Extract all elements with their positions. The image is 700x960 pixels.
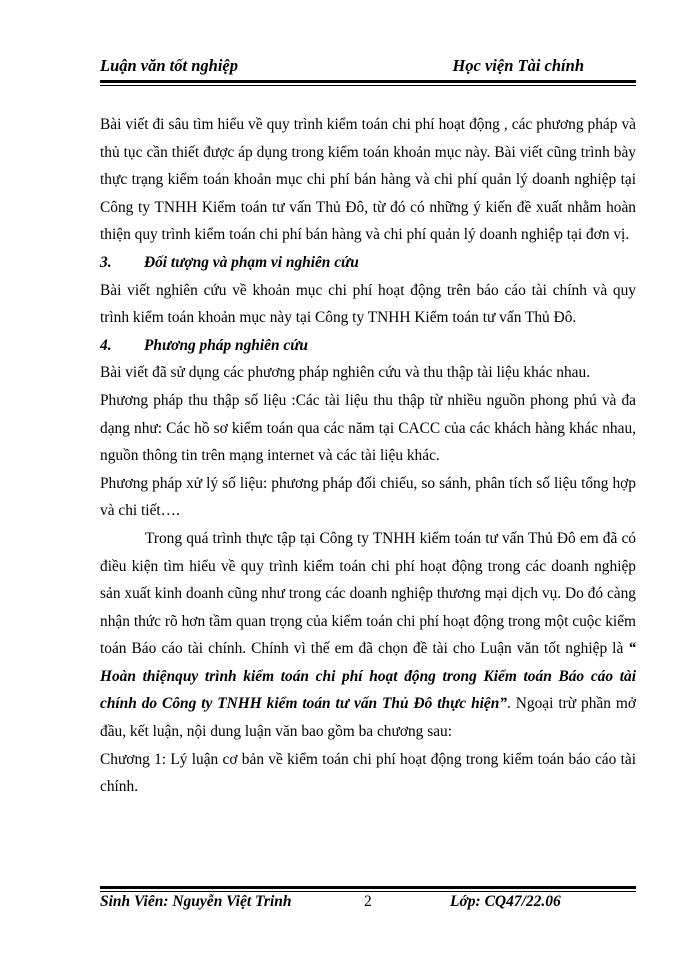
paragraph-methods: Bài viết đã sử dụng các phương pháp nghiên cứu và thu thập tài liệu khác nhau. (100, 364, 591, 382)
footer-student-name: Sinh Viên: Nguyễn Việt Trinh (100, 893, 292, 910)
footer-rule (100, 886, 636, 889)
paragraph-scope: Bài viết nghiên cứu về khoản mục chi phí hoạt động trên báo cáo tài chính và quy trình kiểm toán khoản mục này tại Công ty TNHH Kiểm toán tư vấn Thủ Đô. (100, 281, 636, 327)
section-title: Phương pháp nghiên cứu (144, 336, 308, 354)
section-number: 3. (100, 253, 112, 271)
document-body (100, 111, 636, 801)
section-heading-3 (100, 249, 636, 277)
header-institution-label: Học viện Tài chính (452, 56, 584, 75)
footer-class-code: Lớp: CQ47/22.06 (450, 893, 561, 910)
section-title: Đối tượng và phạm vi nghiên cứu (144, 253, 359, 271)
section-heading-4 (100, 332, 636, 360)
paragraph-intro: Bài viết đi sâu tìm hiểu về quy trình kiểm toán chi phí hoạt động , các phương pháp và thủ tục cần thiết được áp dụng trong kiểm toán khoản mục này. Bài viết cũng trình bày thực trạng kiểm toán khoản mục chi phí bán hàng và chi phí quản lý doanh nghiệp tại Công ty TNHH Kiểm toán tư vấn Thủ Đô, từ đó có những ý kiến đề xuất nhằm hoàn thiện quy trình kiểm toán chi phí bán hàng và chi phí quản lý doanh nghiệp tại đơn vị. (100, 116, 636, 244)
thesis-title: “ Hoàn thiệnquy trình kiểm toán chi phí hoạt động trong Kiểm toán Báo cáo tài chính do Công ty TNHH kiểm toán tư vấn Thủ Đô thực hiện” (100, 640, 636, 713)
paragraph-data-processing: Phương pháp xử lý số liệu: phương pháp đối chiếu, so sánh, phân tích số liệu tổng hợp và chi tiết…. (100, 474, 636, 520)
internship-text: Trong quá trình thực tập tại Công ty TNHH kiểm toán tư vấn Thủ Đô em đã có điều kiện tìm hiểu về quy trình kiểm toán chi phí hoạt động trong các doanh nghiệp sản xuất kinh doanh cũng như trong các doanh nghiệp thương mại dịch vụ. Do đó càng nhận thức rõ hơn tầm quan trọng của kiểm toán chi phí hoạt động trong một cuộc kiểm toán Báo cáo tài chính. Chính vì thế em đã chọn đề tài cho Luận văn tốt nghiệp là (100, 529, 636, 658)
header-rule (100, 80, 636, 83)
header-thesis-label: Luận văn tốt nghiệp (100, 56, 238, 75)
paragraph-internship (100, 525, 636, 746)
page-header (100, 56, 636, 76)
paragraph-data-collection: Phương pháp thu thập số liệu :Các tài liệu thu thập từ nhiều nguồn phong phú và đa dạng như: Các hồ sơ kiểm toán qua các năm tại CACC của các khách hàng khác nhau, nguồn thông tin trên mạng internet và các tài liệu khác. (100, 391, 636, 465)
page-number: 2 (364, 893, 372, 910)
internship-text-end: . Ngoại trừ phần mở đầu, kết luận, nội dung luận văn bao gồm ba chương sau: (100, 695, 636, 741)
section-number: 4. (100, 336, 112, 354)
paragraph-chapter-1: Chương 1: Lý luận cơ bản về kiểm toán chi phí hoạt động trong kiểm toán báo cáo tài chính. (100, 750, 636, 796)
